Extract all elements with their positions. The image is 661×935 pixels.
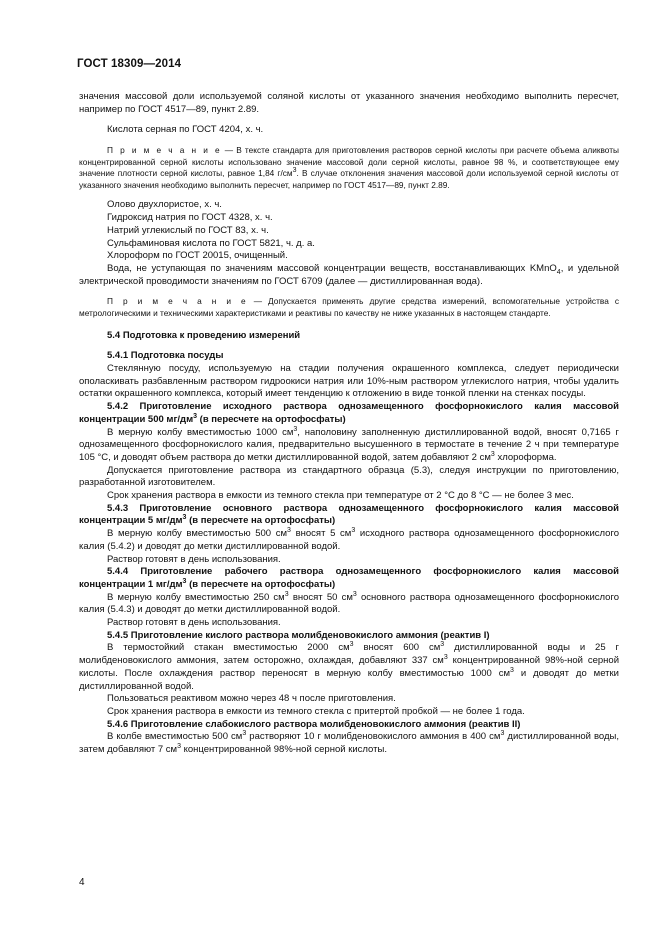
subsection-heading: 5.4.5 Приготовление кислого раствора молибденовокислого аммония (реактив I) — [107, 629, 490, 641]
paragraph: В мерную колбу вместимостью 500 $см^3$ вносят 5 $см^3$ исходного раствора однозамещенного фосфорнокислого калия (5.4.2) и доводят до метки дистиллированной водой. — [79, 526, 619, 552]
paragraph: Вода, не уступающая по значениям массовой концентрации веществ, восстанавливающих KMnO$_4$, и удельной электрической проводимости значениям по ГОСТ 6709 (далее — дистиллированная вода). — [79, 263, 620, 287]
paragraph: значения массовой доли используемой соляной кислоты от указанного значения необходимо выполнить пересчет, например по ГОСТ 4517—89, пункт 2.89. — [79, 91, 619, 115]
subsection-heading: 5.4.1 Подготовка посуды — [107, 350, 224, 362]
note-label: П р и м е ч а н и е — [107, 145, 222, 156]
note: П р и м е ч а н и е — Допускается применять другие средства измерений, вспомогательные устройства с метрологическими и техническими характеристиками и реактивы по качеству не ниже указанных в настоящем стандарте. — [79, 296, 619, 318]
standard-header: ГОСТ 18309—2014 — [77, 58, 182, 70]
paragraph: В термостойкий стакан вместимостью 2000 $см^3$ вносят 600 $см^3$ дистиллированной воды и 25 г молибденовокислого аммония, затем осторожно, охлаждая, добавляют 337 $см^3$ концентрированной 98%-ной серной кислоты. После охлаждения раствор переносят в мерную колбу вместимостью 1000 $см^3$ и доводят до метки дистиллированной водой. — [79, 641, 619, 692]
paragraph: Раствор готовят в день использования. — [107, 617, 281, 629]
subsection-heading: 5.4.3 Приготовление основного раствора однозамещенного фосфорнокислого калия массовой концентрации 5 $мг/дм^3$ (в пересчете на ортофосфаты) — [79, 502, 619, 527]
list-item: Натрий углекислый по ГОСТ 83, х. ч. — [107, 224, 269, 236]
paragraph: Допускается приготовление раствора из стандартного образца (5.3), следуя инструкции по приготовлению, разработанной изготовителем. — [79, 464, 619, 489]
note: П р и м е ч а н и е — В тексте стандарта для приготовления растворов серной кислоты при расчете объема аликвоты концентрированной серной кислоты использовано значение массовой доли серной кислоты, равное 98 %, и соответствующее ему значение плотности серной кислоты, равное 1,84 $г/см^3$. В случае отклонения значения массовой доли используемой серной кислоты от указанного значения необходимо выполнить пересчет, например по ГОСТ 4517—89, пункт 2.89. — [79, 145, 619, 190]
paragraph: Стеклянную посуду, используемую на стадии получения окрашенного комплекса, следует периодически ополаскивать разбавленным раствором гидроокиси натрия или 10%-ным раствором углекислого натрия, чтобы удалить остатки окрашенного комплекса, который имеет тенденцию к отложению в виде тонкой пленки на стенках посуды. — [79, 363, 619, 400]
subsection-heading: 5.4.2 Приготовление исходного раствора однозамещенного фосфорнокислого калия массовой концентрации 500 $мг/дм^3$ (в пересчете на ортофосфаты) — [79, 401, 619, 425]
list-item: Хлороформ по ГОСТ 20015, очищенный. — [107, 250, 288, 262]
subsection-heading: 5.4.6 Приготовление слабокислого раствора молибденовокислого аммония (реактив II) — [107, 718, 521, 730]
page-number: 4 — [79, 877, 85, 888]
paragraph: Срок хранения раствора в емкости из темного стекла при температуре от 2 °С до 8 °С — не более 3 мес. — [107, 490, 574, 502]
paragraph: В колбе вместимостью 500 $см^3$ растворяют 10 г молибденовокислого аммония в 400 $см^3$ дистиллированной воды, затем добавляют 7 $см^3$ концентрированной 98%-ной серной кислоты. — [79, 730, 619, 756]
section-heading: 5.4 Подготовка к проведению измерений — [107, 329, 301, 341]
subsection-heading: 5.4.4 Приготовление рабочего раствора однозамещенного фосфорнокислого калия массовой концентрации 1 $мг/дм^3$ (в пересчете на ортофосфаты) — [79, 566, 619, 590]
paragraph: Кислота серная по ГОСТ 4204, х. ч. — [107, 124, 264, 136]
paragraph: Раствор готовят в день использования. — [107, 553, 281, 565]
list-item: Олово двухлористое, х. ч. — [107, 199, 222, 211]
paragraph: В мерную колбу вместимостью 1000 $см^3$, наполовину заполненную дистиллированной водой, вносят 0,7165 г однозамещенного фосфорнокислого калия, предварительно высушенного в термостате в течение 2 ч при температуре 105 °С, и доводят объем раствора до метки дистиллированной водой, затем добавляют 2 $см^3$ хлороформа. — [79, 425, 619, 463]
paragraph: Пользоваться реактивом можно через 48 ч после приготовления. — [107, 693, 396, 705]
paragraph: В мерную колбу вместимостью 250 $см^3$ вносят 50 $см^3$ основного раствора однозамещенного фосфорнокислого калия (5.4.3) и доводят до метки дистиллированной водой. — [79, 590, 620, 616]
list-item: Гидроксид натрия по ГОСТ 4328, х. ч. — [107, 212, 273, 224]
document-body — [79, 91, 619, 757]
note-label: П р и м е ч а н и е — [107, 296, 248, 307]
list-item: Сульфаминовая кислота по ГОСТ 5821, ч. д. а. — [107, 237, 315, 249]
reagent-list — [79, 199, 619, 263]
paragraph: Срок хранения раствора в емкости из темного стекла с притертой пробкой — не более 1 года. — [107, 705, 525, 717]
